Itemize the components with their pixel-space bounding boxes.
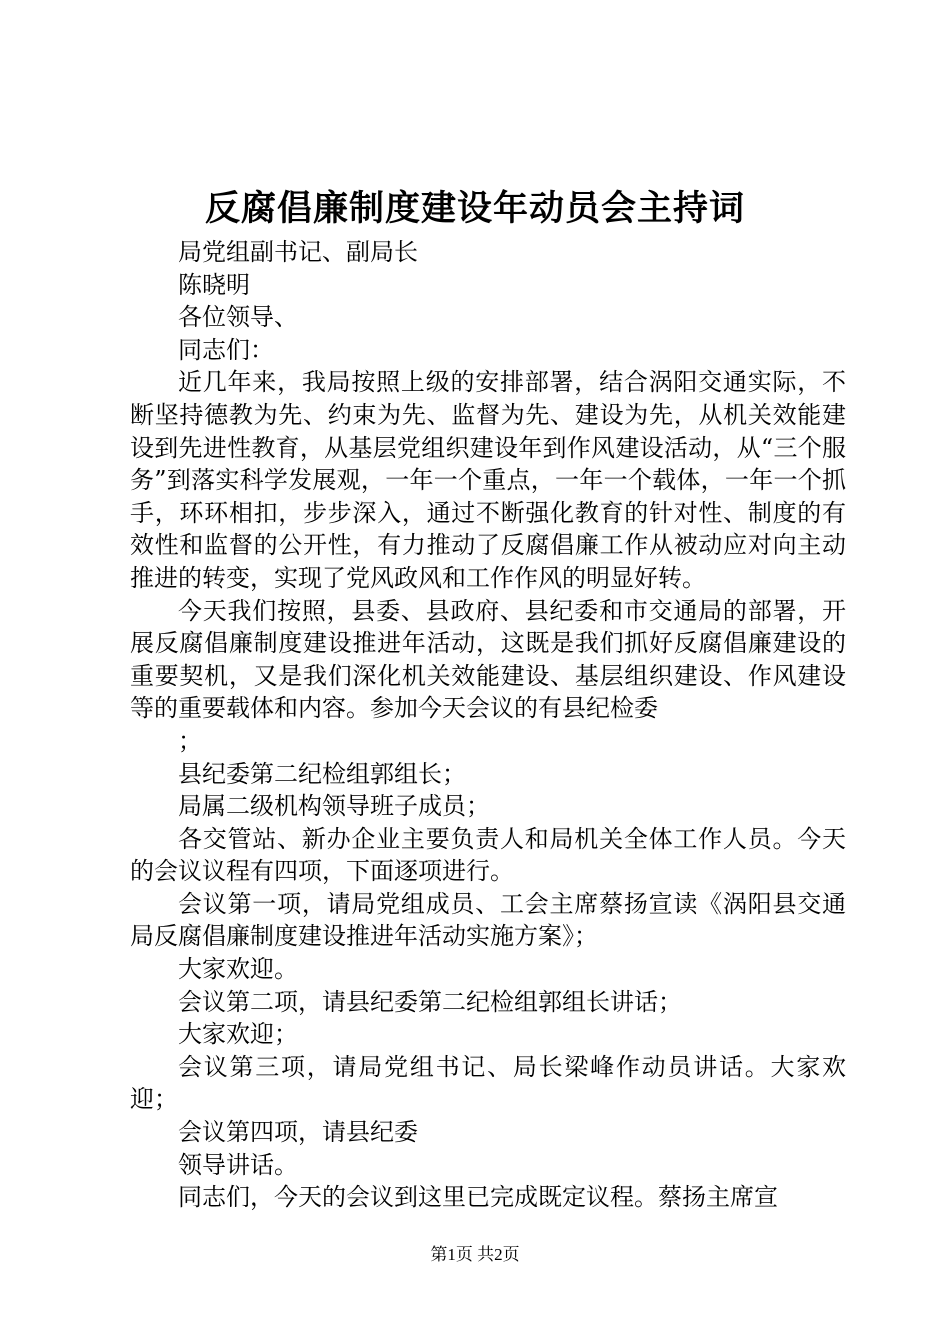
paragraph-agenda-item-1: 会议第一项，请局党组成员、工会主席蔡扬宣读《涡阳县交通局反腐倡廉制度建设推进年活动实施方案》；: [130, 889, 846, 951]
paragraph-semicolon: ；: [178, 726, 202, 755]
paragraph-purpose: 今天我们按照，县委、县政府、县纪委和市交通局的部署，开展反腐倡廉制度建设推进年活动，这既是我们抓好反腐倡廉建设的重要契机，又是我们深化机关效能建设、基层组织建设、作风建设等的重要载体和内容。参加今天会议的有县纪检委: [130, 596, 846, 723]
paragraph-author-title: 局党组副书记、副局长: [178, 238, 418, 266]
paragraph-agenda-item-4: 会议第四项，请县纪委: [178, 1118, 418, 1147]
page-footer: 第1页 共2页: [430, 1245, 520, 1264]
paragraph-author-name: 陈晓明: [178, 270, 250, 299]
document-body: [130, 236, 846, 1214]
paragraph-welcome-2: 大家欢迎；: [178, 1020, 298, 1049]
paragraph-closing: 同志们，今天的会议到这里已完成既定议程。蔡扬主席宣: [178, 1183, 778, 1212]
paragraph-leader-speech: 领导讲话。: [178, 1150, 298, 1179]
paragraph-welcome-1: 大家欢迎。: [178, 955, 298, 984]
paragraph-agenda-item-3: 会议第三项，请局党组书记、局长梁峰作动员讲话。大家欢迎；: [130, 1052, 846, 1114]
paragraph-review: 近几年来，我局按照上级的安排部署，结合涡阳交通实际，不断坚持德教为先、约束为先、监督为先、建设为先，从机关效能建设到先进性教育，从基层党组织建设年到作风建设活动，从“三个服务”到落实科学发展观，一年一个重点，一年一个载体，一年一个抓手，环环相扣，步步深入，通过不断强化教育的针对性、制度的有效性和监督的公开性，有力推动了反腐倡廉工作从被动应对向主动推进的转变，实现了党风政风和工作作风的明显好转。: [130, 368, 846, 592]
paragraph-greeting-comrades: 同志们：: [178, 335, 274, 364]
document-title: 反腐倡廉制度建设年动员会主持词: [204, 188, 745, 229]
paragraph-attendee-leaders: 局属二级机构领导班子成员；: [178, 792, 490, 821]
paragraph-agenda-item-2: 会议第二项，请县纪委第二纪检组郭组长讲话；: [178, 987, 682, 1016]
paragraph-greeting-leaders: 各位领导、: [178, 303, 298, 332]
paragraph-attendee-guo: 县纪委第二纪检组郭组长；: [178, 759, 466, 788]
paragraph-attendee-staff: 各交管站、新办企业主要负责人和局机关全体工作人员。今天的会议议程有四项，下面逐项进行。: [130, 824, 846, 886]
